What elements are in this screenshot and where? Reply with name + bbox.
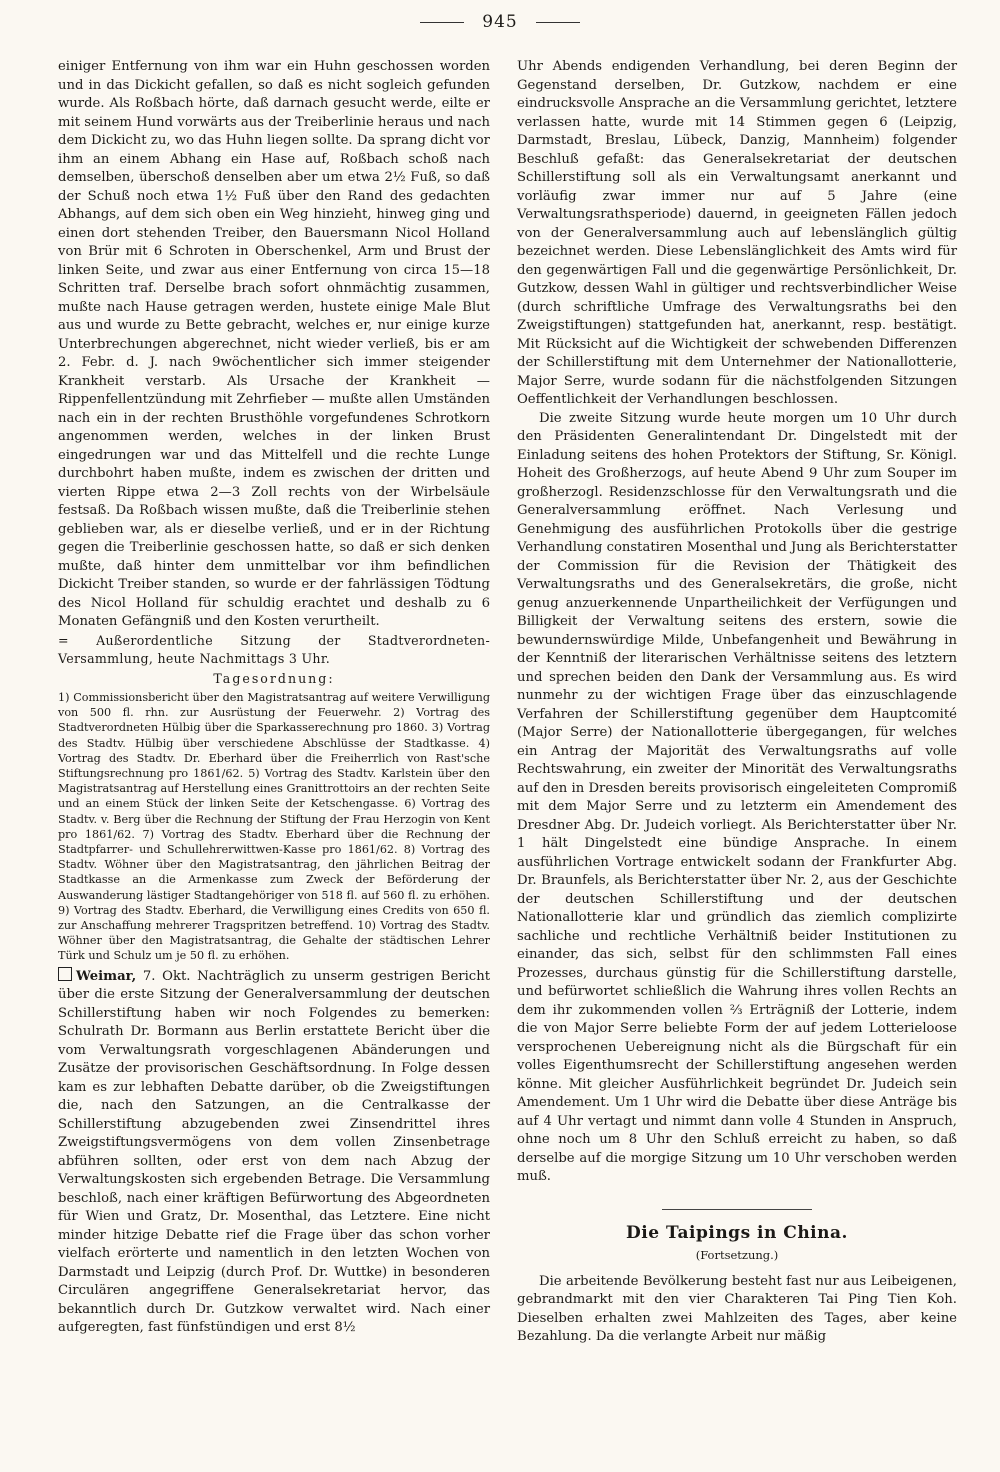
agenda-list: 1) Commissionsbericht über den Magistratsantrag auf weitere Verwilligung von 500 fl. rhn. zur Ausrüstung der Feuerwehr. 2) Vortrag des Stadtverordneten Hülbig über die Sparkasserechnung pro 1860. 3) Vortrag des Stadtv. Hülbig über verschiedene Abschlüsse der Stadtkasse. 4) Vortrag des Stadtv. Dr. Eberhard über die Freiherrlich von Rast'sche Stiftungsrechnung pro 1861/62. 5) Vortrag des Stadtv. Karlstein über den Magistratsantrag auf Herstellung eines Granittrottoirs an der rechten Seite und an einem Stück der linken Seite der Ketschengasse. 6) Vortrag des Stadtv. v. Berg über die Rechnung der Stiftung der Frau Herzogin von Kent pro 1861/62. 7) Vortrag des Stadtv. Eberhard über die Rechnung der Stadtpfarrer- und Schullehrerwittwen-Kasse pro 1861/62. 8) Vortrag des Stadtv. Wöhner über den Magistratsantrag, den jährlichen Beitrag der Stadtkasse an die Armenkasse zum Zweck der Beförderung der Auswanderung lästiger Stadtangehöriger von 518 fl. auf 560 fl. zu erhöhen. 9) Vortrag des Stadtv. Eberhard, die Verwilligung eines Credits von 650 fl. zur Anschaffung mehrerer Tragspritzen betreffend. 10) Vortrag des Stadtv. Wöhner über den Magistratsantrag, die Gehalte der städtischen Lehrer Türk und Schulz um je 50 fl. zu erhöhen. xyxy=(58,691,490,963)
weimar-report-text: 7. Okt. Nachträglich zu unserm gestrigen Bericht über die erste Sitzung der Generalversammlung der deutschen Schillerstiftung haben wir noch Folgendes zu bemerken: Schulrath Dr. Bormann aus Berlin erstattete Bericht über die vom Verwaltungsrath vorgeschlagenen Abänderungen und Zusätze der provisorischen Geschäftsordnung. In Folge dessen kam es zur lebhaften Debatte darüber, ob die Zweigstiftungen die, nach den Satzungen, an die Centralkasse der Schillerstiftung abzugebenden zwei Zinsendrittel ihres Zweigstiftungsvermögens von dem vollen Zinsenbetrage abführen sollten, oder erst von dem nach Abzug der Verwaltungskosten sich ergebenden Betrage. Die Versammlung beschloß, nach einer kräftigen Befürwortung des Abgeordneten für Wien und Gratz, Dr. Mosenthal, das Letztere. Eine nicht minder hitzige Debatte rief die Frage über das schon vorher vielfach erörterte und namentlich in den letzten Wochen von Darmstadt und Leipzig (durch Prof. Dr. Wuttke) in besonderen Circulären angegriffene Generalsekretariat hervor, das bekanntlich durch Dr. Gutzkow verwaltet wird. Nach einer aufgeregten, fast fünfstündigen und erst 8½ xyxy=(58,968,490,1336)
first-session-paragraph: Uhr Abends endigenden Verhandlung, bei deren Beginn der Gegenstand derselben, Dr. Gutzkow, nachdem er eine eindrucksvolle Ansprache an die Versammlung gerichtet, letztere verlassen hatte, wurde mit 14 Stimmen gegen 6 (Leipzig, Darmstadt, Breslau, Lübeck, Danzig, Mannheim) folgender Beschluß gefaßt: das Generalsekretariat der deutschen Schillerstiftung soll als ein Verwaltungsamt anerkannt und vorläufig zwar immer nur auf 5 Jahre (eine Verwaltungsrathsperiode) dauernd, in geeigneten Fällen jedoch von der Generalversammlung auch auf lebenslänglich gültig bezeichnet werden. Diese Lebenslänglichkeit des Amts wird für den gegenwärtigen Fall und die gegenwärtige Persönlichkeit, Dr. Gutzkow, dessen Wahl in gültiger und rechtsverbindlicher Weise (durch schriftliche Umfrage des Verwaltungsraths bei den Zweigstiftungen) stattgefunden hat, anerkannt, resp. bestätigt. Mit Rücksicht auf die Wichtigkeit der schwebenden Differenzen der Schillerstiftung mit dem Unternehmer der Nationallotterie, Major Serre, wurde sodann für die nächstfolgenden Sitzungen Oeffentlichkeit der Verhandlungen beschlossen. xyxy=(517,59,957,407)
left-column xyxy=(58,58,490,1338)
right-column xyxy=(517,58,957,1347)
header-rule-left xyxy=(420,22,464,23)
agenda-title: Tagesordnung: xyxy=(213,670,335,686)
section-marker-icon xyxy=(58,967,72,981)
hunting-accident-paragraph: einiger Entfernung von ihm war ein Huhn geschossen worden und in das Dickicht gefallen, so daß es nicht sogleich gefunden wurde. Als Roßbach hörte, daß darnach gesucht werde, eilte er mit seinem Hund vorwärts aus der Treiberlinie heraus und nach dem Dickicht zu, wo das Huhn liegen sollte. Da sprang dicht vor ihm an einem Abhang ein Hase auf, Roßbach schoß nach demselben, überschoß denselben aber um etwa 2½ Fuß, so daß der Schuß noch etwa 1½ Fuß über den Rand des gedachten Abhangs, auf dem sich oben ein Weg hinzieht, hinweg ging und einen dort stehenden Treiber, den Bauersmann Nicol Holland von Brür mit 6 Schroten in Oberschenkel, Arm und Brust der linken Seite, und zwar aus einer Entfernung von circa 15—18 Schritten traf. Derselbe brach sofort ohnmächtig zusammen, mußte nach Hause getragen werden, hustete einige Male Blut aus und wurde zu Bette gebracht, welches er, nur einige kurze Unterbrechungen abgerechnet, nicht wieder verließ, bis er am 2. Febr. d. J. nach 9wöchentlicher sich immer steigender Krankheit verstarb. Als Ursache der Krankheit — Rippenfellentzündung mit Zehrfieber — mußte allen Umständen nach ein in der rechten Brusthöhle vorgefundenes Schrotkorn angenommen werden, welches in der linken Brust eingedrungen war und das Mittelfell und die rechte Lunge durchbohrt haben mußte, indem es zwischen der dritten und vierten Rippe etwa 2—3 Zoll rechts von der Wirbelsäule festsaß. Da Roßbach wissen mußte, daß die Treiberlinie stehen geblieben war, als er dieselbe verließ, und er in der Richtung gegen die Treiberlinie geschossen hatte, so daß er sich denken mußte, daß hinter dem unmittelbar vor ihm befindlichen Dickicht Treiber standen, so wurde er der fahrlässigen Tödtung des Nicol Holland für schuldig erachtet und deshalb zu 6 Monaten Gefängniß und den Kosten verurtheilt. xyxy=(58,59,490,629)
weimar-dateline: Weimar, xyxy=(76,968,137,984)
header-rule-right xyxy=(536,22,580,23)
article-title: Die Taipings in China. xyxy=(626,1222,848,1243)
page-header xyxy=(0,12,1000,32)
second-session-paragraph: Die zweite Sitzung wurde heute morgen um 10 Uhr durch den Präsidenten Generalintendant Dr. Dingelstedt mit der Einladung seitens des hohen Protektors der Stiftung, Sr. Königl. Hoheit des Großherzogs, auf heute Abend 9 Uhr zum Souper im großherzogl. Residenzschlosse für den Verwaltungsrath und die Generalversammlung eröffnet. Nach Verlesung und Genehmigung des ausführlichen Protokolls über die gestrige Verhandlung constatiren Mosenthal und Jung als Berichterstatter der Commission für die Revision der Thätigkeit des Verwaltungsraths und des Generalsekretärs, die große, nicht genug anzuerkennende Unpartheilichkeit der Verfügungen und Billigkeit der Verwaltung seitens des erstern, sowie die bewundernswürdige Milde, Unbefangenheit und Bewährung in der Kenntniß der literarischen Verhältnisse seitens des letztern und sprechen beiden den Dank der Versammlung aus. Es wird nunmehr zu der wichtigen Frage über das einzuschlagende Verfahren der Schillerstiftung gegenüber dem Hauptcomité (Major Serre) der Nationallotterie übergegangen, für welches ein Antrag der Majorität des Verwaltungsraths auf volle Rechtswahrung, ein zweiter der Minorität des Verwaltungsraths auf den in Dresden bereits provisorisch eingeleiteten Compromiß mit dem Major Serre und zu letzterm ein Amendement des Dresdner Abg. Dr. Judeich vorliegt. Als Berichterstatter über Nr. 1 hält Dingelstedt eine bündige Ansprache. In einem ausführlichen Vortrage entwickelt sodann der Frankfurter Abg. Dr. Braunfels, als Berichterstatter über Nr. 2, aus der Geschichte der deutschen Schillerstiftung und der deutschen Nationallotterie klar und gründlich das ziemlich complizirte sachliche und rechtliche Verhältniß beider Institutionen zu einander, das sich, selbst für den schlimmsten Fall eines Prozesses, durchaus günstig für die Schillerstiftung darstelle, und befürwortet schließlich die Wahrung ihres vollen Rechts an dem ihr zukommenden vollen ⅔ Erträgniß der Lotterie, indem die von Major Serre beliebte Form der auf jedem Lotterieloose versprochenen Uebereignung nicht als die Bürgschaft für ein volles Eigenthumsrecht der Schillerstiftung angesehen werden könne. Mit gleicher Ausführlichkeit begründet Dr. Judeich sein Amendement. Um 1 Uhr wird die Debatte über diese Anträge bis auf 4 Uhr vertagt und nimmt dann volle 4 Stunden in Anspruch, ohne noch um 8 Uhr den Schluß erreicht zu haben, so daß derselbe auf die morgige Sitzung um 10 Uhr verschoben werden muß. xyxy=(517,410,957,1184)
section-divider xyxy=(662,1209,812,1210)
article-subtitle: (Fortsetzung.) xyxy=(695,1248,779,1262)
page-number: 945 xyxy=(482,12,518,32)
council-meeting-notice: = Außerordentliche Sitzung der Stadtverordneten-Versammlung, heute Nachmittags 3 Uhr. xyxy=(58,632,490,666)
weimar-report xyxy=(58,967,490,1338)
article-text: Die arbeitende Bevölkerung besteht fast nur aus Leibeigenen, gebrandmarkt mit den vier Charakteren Tai Ping Tien Koh. Dieselben erhalten zwei Mahlzeiten des Tages, aber keine Bezahlung. Da die verlangte Arbeit nur mäßig xyxy=(517,1273,957,1344)
